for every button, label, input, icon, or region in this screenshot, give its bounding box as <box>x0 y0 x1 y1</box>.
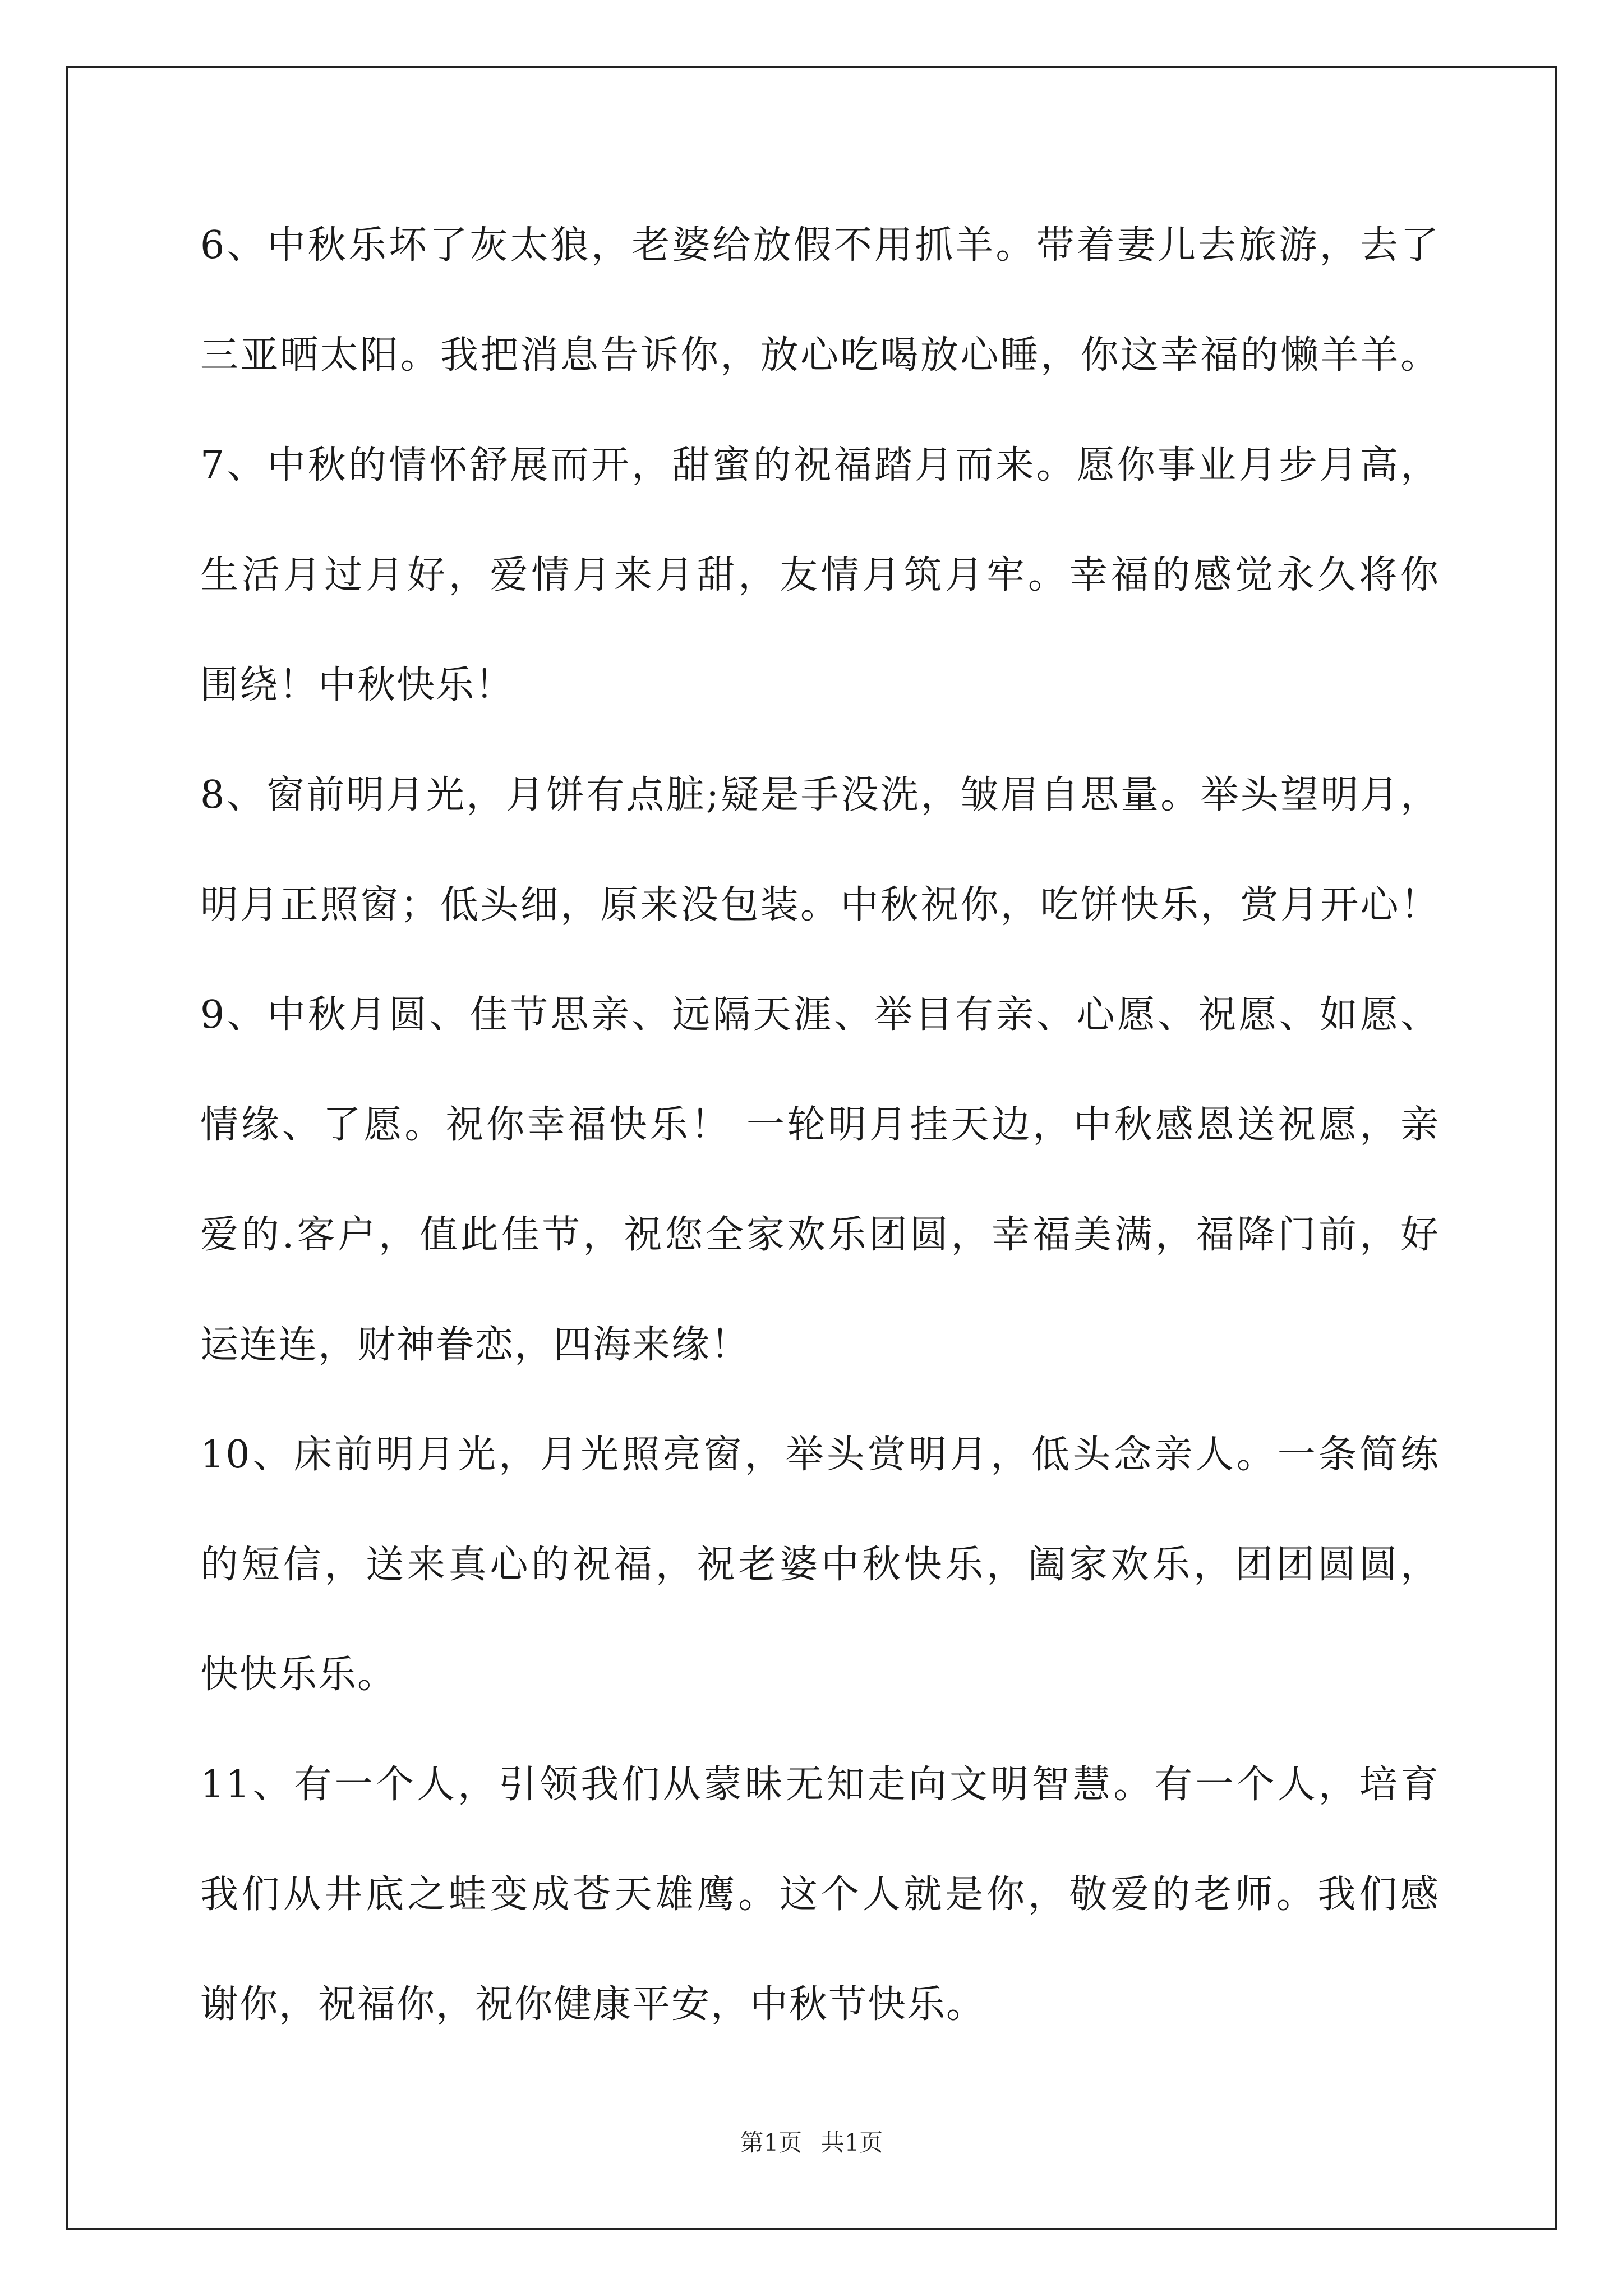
page-footer <box>0 2126 1623 2160</box>
paragraph-9-line-4: 运连连，财神眷恋，四海来缘！ <box>200 1323 750 1367</box>
paragraph-6-line-1: 6、中秋乐坏了灰太狼，老婆给放假不用抓羊。带着妻儿去旅游，去了 <box>200 223 1440 268</box>
paragraph-7-line-2: 生活月过月好，爱情月来月甜，友情月筑月牢。幸福的感觉永久将你 <box>200 553 1440 597</box>
paragraph-9-line-2: 情缘、了愿。祝你幸福快乐！ 一轮明月挂天边，中秋感恩送祝愿，亲 <box>200 1103 1440 1147</box>
page-number: 第1页 <box>740 2129 803 2156</box>
paragraph-7-line-3: 围绕！中秋快乐！ <box>200 663 515 707</box>
paragraph-10-line-1: 10、床前明月光，月光照亮窗，举头赏明月，低头念亲人。一条简练 <box>200 1433 1440 1477</box>
paragraph-7-line-1: 7、中秋的情怀舒展而开，甜蜜的祝福踏月而来。愿你事业月步月高， <box>200 443 1440 487</box>
paragraph-9-line-1: 9、中秋月圆、佳节思亲、远隔天涯、举目有亲、心愿、祝愿、如愿、 <box>200 993 1440 1037</box>
paragraph-8-line-2: 明月正照窗；低头细，原来没包装。中秋祝你，吃饼快乐，赏月开心！ <box>200 883 1440 927</box>
paragraph-10-line-3: 快快乐乐。 <box>200 1653 397 1697</box>
page-total: 共1页 <box>820 2129 883 2156</box>
paragraph-10-line-2: 的短信，送来真心的祝福，祝老婆中秋快乐，阖家欢乐，团团圆圆， <box>200 1543 1440 1587</box>
paragraph-9-line-3: 爱的.客户，值此佳节，祝您全家欢乐团圆，幸福美满，福降门前，好 <box>200 1213 1440 1257</box>
document-body <box>200 218 1440 2087</box>
paragraph-11-line-3: 谢你，祝福你，祝你健康平安，中秋节快乐。 <box>200 1982 986 2027</box>
paragraph-8-line-1: 8、窗前明月光，月饼有点脏;疑是手没洗，皱眉自思量。举头望明月， <box>200 773 1440 817</box>
paragraph-11-line-1: 11、有一个人，引领我们从蒙昧无知走向文明智慧。有一个人，培育 <box>200 1763 1440 1807</box>
paragraph-11-line-2: 我们从井底之蛙变成苍天雄鹰。这个人就是你，敬爱的老师。我们感 <box>200 1872 1440 1917</box>
paragraph-6-line-2: 三亚晒太阳。我把消息告诉你，放心吃喝放心睡，你这幸福的懒羊羊。 <box>200 333 1440 378</box>
